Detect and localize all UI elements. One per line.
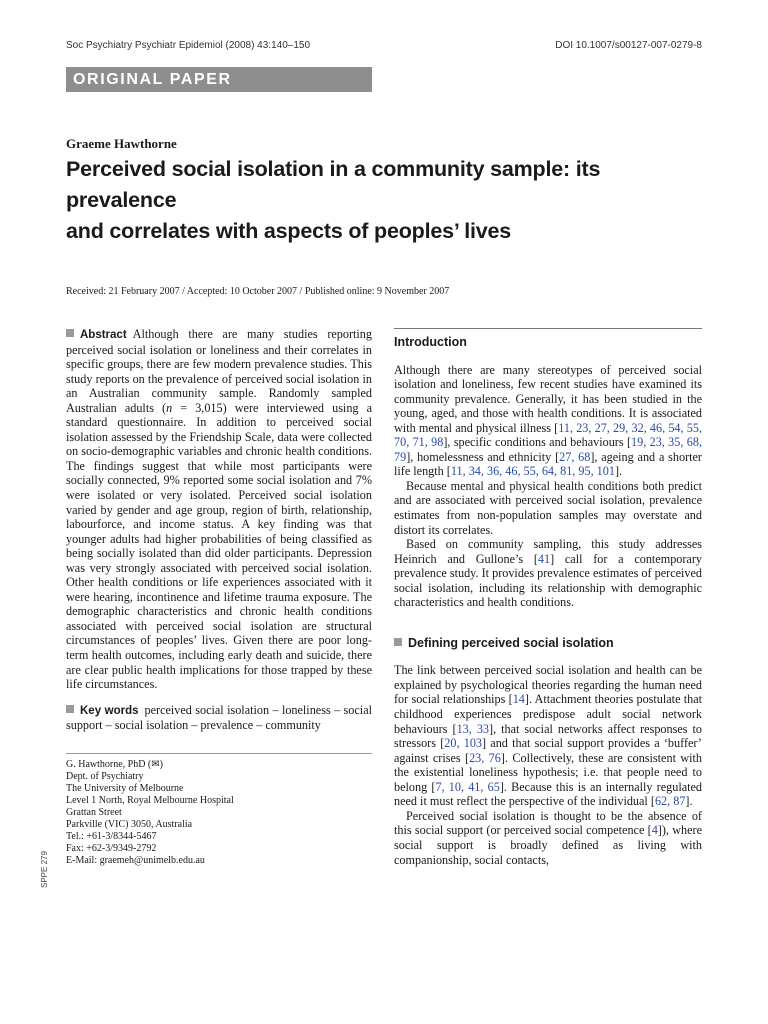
citation-link[interactable]: 19, 23, 35, 68, 79 <box>394 435 702 464</box>
text-run: ]. Attachment theories postulate that childhood experiences predispose adult social network behaviours [ <box>394 692 702 736</box>
affiliation-email[interactable]: E-Mail: graemeh@unimelb.edu.au <box>66 854 205 866</box>
text-run: Perceived social isolation is thought to be the absence of this social support (or perceived social competence [ <box>394 808 702 838</box>
affiliation-dept: Dept. of Psychiatry <box>66 770 144 782</box>
affiliation-street: Grattan Street <box>66 806 122 818</box>
text-run: ]. Because this is an internally regulated need it must reflect the perspective of the individual [ <box>394 779 703 809</box>
text-run: Based on community sampling, this study addresses Heinrich and Gullone’s [ <box>394 537 702 566</box>
abstract <box>66 327 372 692</box>
doi: DOI 10.1007/s00127-007-0279-8 <box>555 40 702 51</box>
title-line-1: Perceived social isolation in a community sample: its prevalence <box>66 157 601 212</box>
journal-citation: Soc Psychiatry Psychiatr Epidemiol (2008) 43:140–150 <box>66 40 311 51</box>
publication-dates: Received: 21 February 2007 / Accepted: 10 October 2007 / Published online: 9 November 2007 <box>66 286 450 297</box>
abstract-text-a: Although there are many studies reporting perceived social isolation or loneliness and their correlates in specific groups, there are few modern prevalence studies. This study reports on the prevalence of perceived social isolation in an Australian community sample. Randomly sampled Australian adults ( <box>66 327 372 415</box>
affiliation-city: Parkville (VIC) 3050, Australia <box>66 818 193 830</box>
defining-paragraph-1 <box>394 663 702 808</box>
citation-link[interactable]: 27, 68 <box>559 449 591 464</box>
citation-link[interactable]: 11, 23, 27, 29, 32, 46, 54, 55, 70, 71, 98 <box>394 420 702 450</box>
text-run: ] and that social support provides a ‘buffer’ against crises [ <box>394 736 702 765</box>
abstract-label: Abstract <box>80 329 127 341</box>
section-heading-defining <box>394 636 702 651</box>
defining-paragraph-2 <box>394 809 702 867</box>
article-type-banner: ORIGINAL PAPER <box>66 67 372 92</box>
left-column <box>66 327 372 867</box>
text-run: ], that social networks affect responses to stressors [ <box>394 721 702 751</box>
intro-paragraph-1 <box>394 363 702 479</box>
keywords-label: Key words <box>80 704 139 717</box>
citation-link[interactable]: 11, 34, 36, 46, 55, 64, 81, 95, 101 <box>450 464 615 479</box>
text-run: ]. <box>685 794 693 809</box>
side-code: SPPE 279 <box>40 851 49 888</box>
citation-link[interactable]: 4 <box>651 823 658 838</box>
intro-paragraph-2: Because mental and physical health conditions both predict and are associated with perceived social isolation, prevalence estimates from non-population samples may overstate and distort its correlates. <box>394 478 702 537</box>
text-run: ], homelessness and ethnicity [ <box>406 449 560 464</box>
author-affiliation <box>66 753 372 867</box>
abstract-text-b: = 3,015) were interviewed using a standard questionnaire. In addition to perceived social isolation assessed by the Friendship Scale, data were collected on socio-demographic variables and chronic health conditions. The findings suggest that while most participants were socially connected, 9% reported some social isolation and 7% were isolated or very isolated. Perceived social isolation varied by gender and age group, region of birth, relationship, labourforce, and income status. A key finding was that younger adults had higher probabilities of being classified as being socially isolated than did older participants. Depression was very strongly associated with perceived social isolation. Other health conditions or life experiences associated with it were hearing, incontinence and lifetime trauma exposure. The demographic characteristics and chronic health conditions associated with perceived social isolation are structural circumstances of peoples’ lives. Given there are poor long-term health outcomes, including early death and suicide, there are clear public health implications for those trapped by these life circumstances. <box>66 400 372 692</box>
right-column <box>394 328 702 867</box>
text-run: ]. <box>614 464 623 479</box>
text-run: ]), where social support is broadly defined as living with companionship, social contacts, <box>394 823 702 867</box>
affiliation-university: The University of Melbourne <box>66 782 184 794</box>
keywords-text: perceived social isolation – loneliness – social support – social isolation – prevalence – community <box>66 702 372 733</box>
citation-link[interactable]: 62, 87 <box>654 794 686 809</box>
text-run: Although there are many stereotypes of perceived social isolation and loneliness, few recent studies have examined its community prevalence. Generally, it has been studied in the young, aged, and those with health conditions. It is associated with mental and physical illness [ <box>394 362 702 435</box>
keywords <box>66 703 372 733</box>
citation-link[interactable]: 14 <box>512 692 525 707</box>
text-run: ] call for a contemporary prevalence study. It provides prevalence estimates of perceived social isolation, including its relationship with demographic characteristics and health conditions. <box>394 551 702 610</box>
title-line-2: and correlates with aspects of peoples’ lives <box>66 219 512 243</box>
square-bullet-icon <box>394 638 402 646</box>
intro-paragraph-3 <box>394 537 702 610</box>
affiliation-tel: Tel.: +61-3/8344-5467 <box>66 830 157 842</box>
square-bullet-icon <box>66 705 74 713</box>
paper-title <box>66 154 706 247</box>
citation-link[interactable]: 23, 76 <box>469 750 501 765</box>
affiliation-name: G. Hawthorne, PhD (✉) <box>66 758 163 770</box>
text-run: ]. Collectively, these are consistent with the existential loneliness hypothesis; i.e. that people need to belong [ <box>394 750 702 794</box>
section-heading-introduction: Introduction <box>394 335 467 349</box>
text-run: ], ageing and a shorter life length [ <box>394 449 702 479</box>
author-name: Graeme Hawthorne <box>66 136 177 151</box>
citation-link[interactable]: 20, 103 <box>444 736 483 751</box>
citation-link[interactable]: 41 <box>537 551 551 566</box>
abstract-n-var: n <box>166 400 173 415</box>
section-heading-text: Defining perceived social isolation <box>408 635 614 650</box>
affiliation-fax: Fax: +62-3/9349-2792 <box>66 842 157 854</box>
citation-link[interactable]: 13, 33 <box>456 721 490 736</box>
section-rule <box>394 328 702 329</box>
text-run: The link between perceived social isolation and health can be explained by psychological theories regarding the human need for social relationships [ <box>394 663 702 707</box>
text-run: ], specific conditions and behaviours [ <box>443 435 632 450</box>
affiliation-level: Level 1 North, Royal Melbourne Hospital <box>66 794 234 806</box>
citation-link[interactable]: 7, 10, 41, 65 <box>435 779 500 794</box>
square-bullet-icon <box>66 329 74 337</box>
